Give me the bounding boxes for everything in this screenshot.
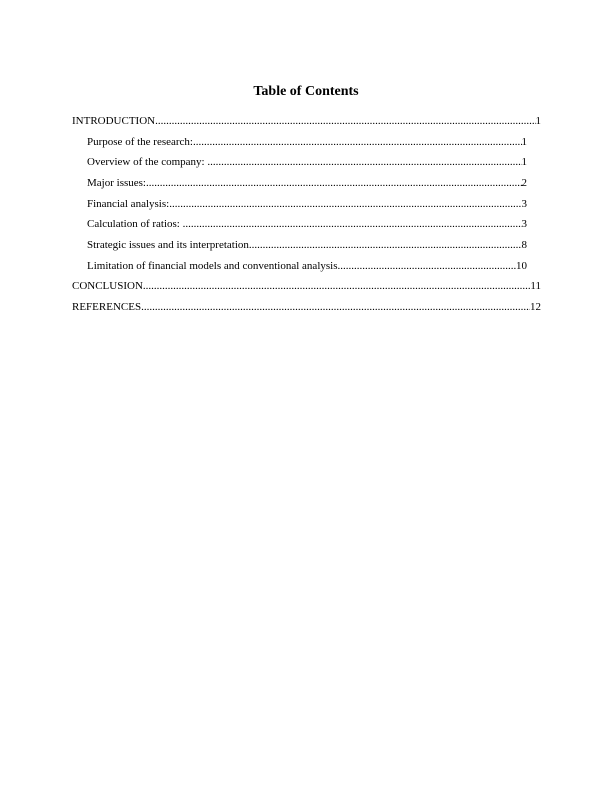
toc-entry-page: 3: [521, 198, 527, 210]
toc-entry-page: 2: [521, 177, 527, 189]
toc-entry-page: 11: [530, 280, 541, 292]
toc-entry-overview-of-company[interactable]: [87, 156, 527, 169]
dot-leader: [169, 198, 521, 211]
toc-entry-page: 12: [530, 301, 541, 313]
dot-leader: [193, 136, 522, 149]
toc-entry-introduction[interactable]: [72, 115, 541, 128]
toc-entry-conclusion[interactable]: [72, 280, 541, 293]
dot-leader: [155, 115, 535, 128]
toc-entry-limitation-of-models[interactable]: [87, 260, 527, 273]
toc-entry-label: Purpose of the research:: [87, 136, 193, 148]
toc-entry-calculation-of-ratios[interactable]: [87, 218, 527, 231]
dot-leader: [141, 301, 530, 314]
toc-entry-major-issues[interactable]: [87, 177, 527, 190]
dot-leader: [338, 260, 517, 273]
toc-entry-label: Financial analysis:: [87, 198, 170, 210]
toc-title: Table of Contents: [253, 84, 359, 99]
dot-leader: [183, 218, 522, 231]
toc-entry-strategic-issues[interactable]: [87, 239, 527, 252]
toc-entry-page: 1: [521, 136, 527, 148]
toc-entry-label: REFERENCES: [72, 301, 142, 313]
toc-entry-label: INTRODUCTION: [72, 115, 156, 127]
dot-leader: [146, 177, 522, 190]
toc-entry-page: 8: [521, 239, 527, 251]
toc-entry-page: 1: [521, 156, 527, 168]
toc-entry-purpose-of-research[interactable]: [87, 136, 527, 149]
toc-entry-label: Overview of the company:: [87, 156, 208, 168]
toc-entry-financial-analysis[interactable]: [87, 198, 527, 211]
toc-entry-label: Limitation of financial models and conventional analysis: [87, 260, 338, 272]
toc-entry-label: CONCLUSION: [72, 280, 143, 292]
toc-entry-page: 1: [535, 115, 541, 127]
toc-entry-page: 3: [521, 218, 527, 230]
toc-entry-references[interactable]: [72, 301, 541, 314]
dot-leader: [249, 239, 522, 252]
dot-leader: [207, 156, 521, 169]
toc-entry-label: Strategic issues and its interpretation: [87, 239, 249, 251]
dot-leader: [143, 280, 531, 293]
toc-entry-page: 10: [516, 260, 527, 272]
toc-entry-label: Calculation of ratios:: [87, 218, 183, 230]
toc-entry-label: Major issues:: [87, 177, 146, 189]
